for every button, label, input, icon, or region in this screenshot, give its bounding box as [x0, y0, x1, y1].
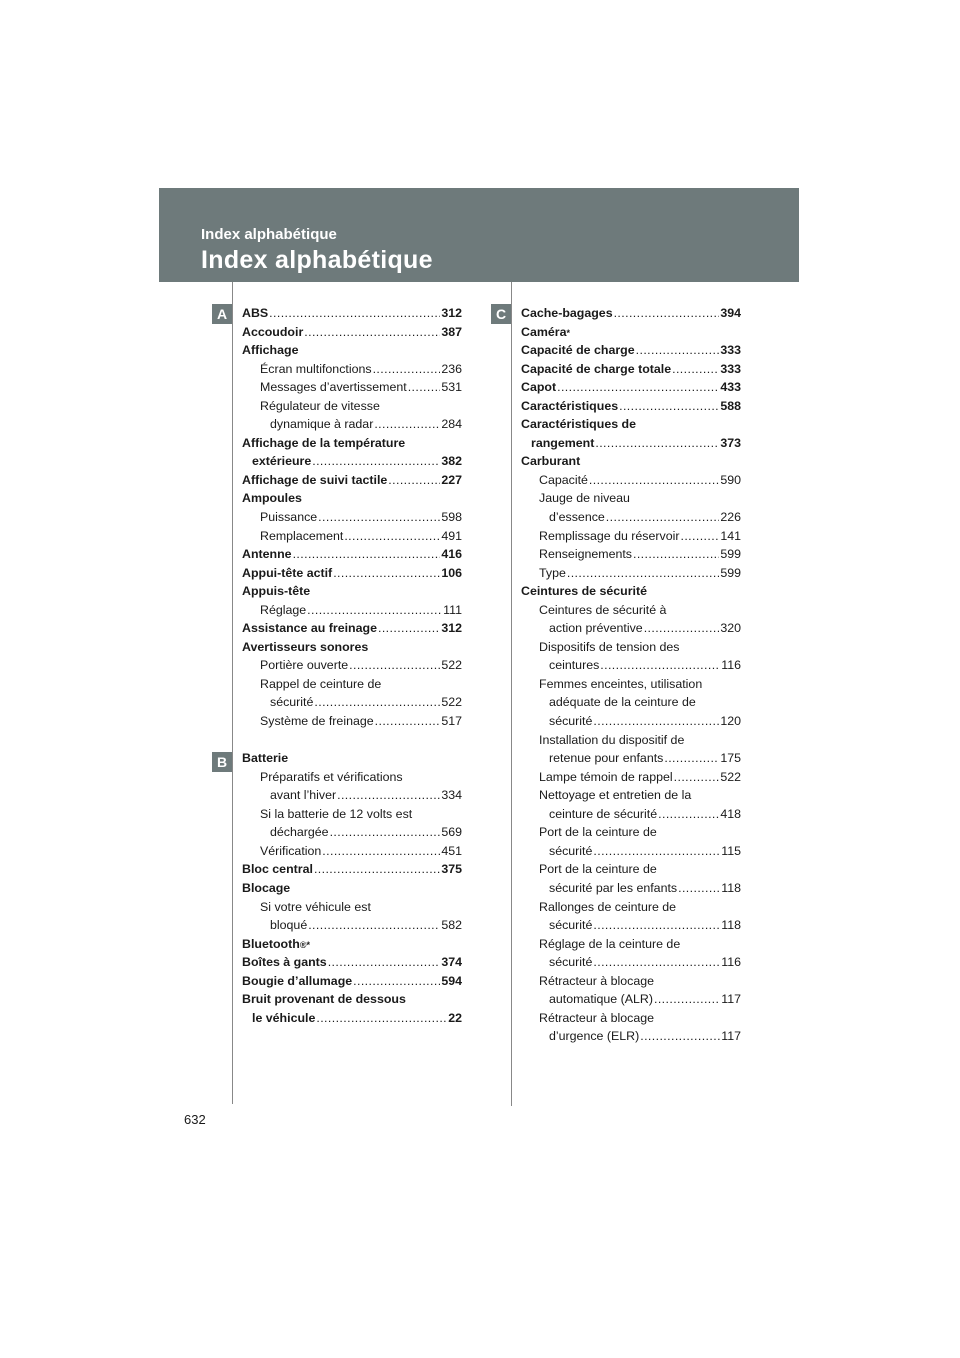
- index-entry-text: Remplacement: [260, 528, 344, 543]
- index-page-number[interactable]: 333: [720, 361, 741, 376]
- index-entry-text: extérieure: [252, 454, 312, 469]
- dot-leader: [353, 972, 440, 991]
- index-entry: [242, 749, 462, 768]
- index-page-number[interactable]: 582: [441, 918, 462, 933]
- index-page-number[interactable]: 418: [720, 806, 741, 821]
- index-entry-text: Assistance au freinage: [242, 621, 377, 636]
- dot-leader: [606, 508, 720, 527]
- index-entry: [242, 879, 462, 898]
- dot-leader: [644, 619, 720, 638]
- index-entry-text: Écran multifonctions: [260, 361, 372, 376]
- index-page-number[interactable]: 284: [441, 417, 462, 432]
- index-entry[interactable]: [242, 916, 462, 935]
- index-entry-text: Bluetooth: [242, 936, 300, 951]
- index-page-number[interactable]: 375: [441, 862, 462, 877]
- index-entry[interactable]: [521, 916, 741, 935]
- index-entry-text: sécurité: [549, 843, 593, 858]
- index-entry: [521, 452, 741, 471]
- dot-leader: [664, 749, 719, 768]
- dot-leader: [374, 415, 440, 434]
- index-entry-text: avant l’hiver: [270, 788, 337, 803]
- index-entry-text: adéquate de la ceinture de: [549, 695, 696, 710]
- dot-leader: [640, 1027, 720, 1046]
- index-entry: [242, 489, 462, 508]
- index-entry: [521, 860, 741, 879]
- index-entry[interactable]: [242, 656, 462, 675]
- index-entry[interactable]: [242, 601, 462, 620]
- index-entry-text: Accoudoir: [242, 324, 304, 339]
- index-entry-text: Vérification: [260, 843, 322, 858]
- index-page-number[interactable]: 333: [720, 343, 741, 358]
- index-entry-text: Système de freinage: [260, 714, 374, 729]
- index-entry-text: Appuis-tête: [242, 584, 311, 599]
- index-entry-text: Préparatifs et vérifications: [260, 769, 403, 784]
- index-entry-text: Si votre véhicule est: [260, 899, 371, 914]
- index-entry: [242, 898, 462, 917]
- index-entry-text: déchargée: [270, 825, 329, 840]
- index-entry[interactable]: [521, 564, 741, 583]
- index-entry-text: Port de la ceinture de: [539, 825, 657, 840]
- index-entry[interactable]: [521, 508, 741, 527]
- index-entry: [521, 582, 741, 601]
- dot-leader: [293, 545, 441, 564]
- index-entry: [242, 675, 462, 694]
- dot-leader: [593, 916, 720, 935]
- index-page-number[interactable]: 569: [441, 825, 462, 840]
- index-entry[interactable]: [521, 990, 741, 1009]
- index-entry[interactable]: [242, 508, 462, 527]
- index-entry[interactable]: [521, 953, 741, 972]
- index-page-number[interactable]: 106: [441, 565, 462, 580]
- index-entry: [521, 693, 741, 712]
- index-entry[interactable]: [521, 527, 741, 546]
- index-entry[interactable]: [242, 415, 462, 434]
- dot-leader: [318, 508, 440, 527]
- dot-leader: [304, 323, 440, 342]
- index-entry-text: Installation du dispositif de: [539, 732, 685, 747]
- index-entry-text: d’urgence (ELR): [549, 1029, 640, 1044]
- index-entry-text: ABS: [242, 306, 269, 320]
- dot-leader: [330, 823, 441, 842]
- index-page-number[interactable]: 374: [441, 955, 462, 970]
- index-entry: [242, 582, 462, 601]
- index-entry-text: Dispositifs de tension des: [539, 639, 680, 654]
- header-kicker: Index alphabétique: [201, 226, 337, 243]
- index-entry: [521, 898, 741, 917]
- index-entry-text: Bloc central: [242, 862, 313, 877]
- dot-leader: [307, 601, 442, 620]
- dot-leader: [308, 916, 440, 935]
- index-entry-text: Remplissage du réservoir: [539, 528, 680, 543]
- index-page-number[interactable]: 118: [721, 880, 741, 895]
- index-entry[interactable]: [242, 693, 462, 712]
- dot-leader: [636, 341, 720, 360]
- index-page-number[interactable]: 588: [720, 398, 741, 413]
- index-page-number[interactable]: 117: [721, 1029, 741, 1044]
- index-column-right: [521, 304, 741, 1046]
- index-entry-text: Antenne: [242, 547, 292, 562]
- index-entry-text: sécurité: [549, 918, 593, 933]
- index-entry-text: le véhicule: [252, 1010, 316, 1025]
- index-entry[interactable]: [242, 972, 462, 991]
- index-page-number[interactable]: 116: [721, 955, 741, 970]
- dot-leader: [269, 304, 440, 323]
- index-entry-text: Appui-tête actif: [242, 565, 333, 580]
- index-entry[interactable]: [242, 378, 462, 397]
- index-entry-text: Si la batterie de 12 volts est: [260, 806, 413, 821]
- index-page-number[interactable]: 599: [720, 547, 741, 562]
- dot-leader: [316, 1009, 447, 1028]
- dot-leader: [344, 527, 440, 546]
- index-entry[interactable]: [521, 619, 741, 638]
- index-entry: [521, 675, 741, 694]
- index-page-number[interactable]: 118: [721, 918, 741, 933]
- index-entry-text: Caractéristiques de: [521, 417, 637, 432]
- index-entry[interactable]: [242, 304, 462, 323]
- index-entry[interactable]: [521, 768, 741, 787]
- index-page-number[interactable]: 590: [720, 472, 741, 487]
- index-entry[interactable]: [521, 749, 741, 768]
- dot-leader: [589, 471, 719, 490]
- index-entry-text: Capacité de charge: [521, 343, 635, 358]
- index-entry-text: Blocage: [242, 880, 291, 895]
- index-entry[interactable]: [242, 619, 462, 638]
- index-page-number[interactable]: 491: [441, 528, 462, 543]
- index-entry-text: Capacité de charge totale: [521, 361, 672, 376]
- index-entry: [242, 638, 462, 657]
- index-page-number[interactable]: 522: [720, 769, 741, 784]
- left-column-rule: [232, 282, 233, 1104]
- index-entry-text: Ampoules: [242, 491, 302, 506]
- dot-leader: [593, 953, 720, 972]
- index-entry-text: action préventive: [549, 621, 643, 636]
- index-entry-text: Réglage de la ceinture de: [539, 936, 681, 951]
- index-entry: [521, 489, 741, 508]
- section-tab-a[interactable]: A: [212, 304, 232, 324]
- index-entry-text: Type: [539, 565, 566, 580]
- dot-leader: [593, 842, 720, 861]
- index-entry-text: Bougie d’allumage: [242, 973, 353, 988]
- section-gap: [242, 731, 462, 750]
- index-page-number[interactable]: 226: [720, 510, 741, 525]
- index-entry: [521, 638, 741, 657]
- index-page-number[interactable]: 433: [720, 380, 741, 395]
- index-entry-text: Caractéristiques: [521, 398, 619, 413]
- index-page-number[interactable]: 531: [441, 380, 462, 395]
- index-entry-text: Ceintures de sécurité à: [539, 602, 667, 617]
- index-entry-text: sécurité par les enfants: [549, 880, 678, 895]
- index-entry: [242, 990, 462, 1009]
- index-entry-text: Caméra: [521, 324, 567, 339]
- index-entry-text: Cache-bagages: [521, 306, 613, 320]
- section-tab-b[interactable]: B: [212, 752, 232, 772]
- index-entry[interactable]: [521, 341, 741, 360]
- index-page-number[interactable]: 382: [441, 454, 462, 469]
- index-page-number[interactable]: 175: [720, 751, 741, 766]
- index-page-number[interactable]: 120: [720, 714, 741, 729]
- index-entry-text: Affichage de suivi tactile: [242, 472, 388, 487]
- index-entry: [521, 972, 741, 991]
- index-entry-text: Ceintures de sécurité: [521, 584, 648, 599]
- dot-leader: [349, 656, 440, 675]
- index-entry-text: Affichage de la température: [242, 435, 406, 450]
- index-entry-text: automatique (ALR): [549, 992, 653, 1007]
- index-entry[interactable]: [242, 860, 462, 879]
- index-entry-text: Rétracteur à blocage: [539, 1010, 655, 1025]
- index-entry-text: d’essence: [549, 510, 605, 525]
- index-entry[interactable]: [521, 879, 741, 898]
- index-page-number[interactable]: 522: [441, 658, 462, 673]
- index-page-number[interactable]: 320: [720, 621, 741, 636]
- index-entry: [242, 768, 462, 787]
- dot-leader: [680, 527, 719, 546]
- index-entry-text: Puissance: [260, 510, 318, 525]
- index-entry[interactable]: [242, 953, 462, 972]
- index-entry[interactable]: [521, 805, 741, 824]
- index-entry[interactable]: [521, 397, 741, 416]
- index-entry-text: Boîtes à gants: [242, 955, 327, 970]
- dot-leader: [595, 434, 719, 453]
- index-entry[interactable]: [242, 323, 462, 342]
- index-entry[interactable]: [521, 1027, 741, 1046]
- index-entry-text: rangement: [531, 435, 595, 450]
- index-entry: [521, 1009, 741, 1028]
- index-entry-text: Capacité: [539, 472, 588, 487]
- dot-leader: [600, 656, 720, 675]
- index-entry-text: bloqué: [270, 918, 308, 933]
- index-entry: [521, 731, 741, 750]
- index-entry[interactable]: [521, 378, 741, 397]
- dot-leader: [408, 378, 441, 397]
- index-entry-text: Avertisseurs sonores: [242, 639, 369, 654]
- index-page-number[interactable]: 416: [441, 547, 462, 562]
- index-entry-text: sécurité: [270, 695, 314, 710]
- index-entry[interactable]: [521, 360, 741, 379]
- index-page-number[interactable]: 334: [441, 788, 462, 803]
- section-tab-c[interactable]: C: [491, 304, 511, 324]
- index-entry-text: Femmes enceintes, utilisation: [539, 676, 703, 691]
- dot-leader: [658, 805, 719, 824]
- index-entry-text: Port de la ceinture de: [539, 862, 657, 877]
- index-page-number[interactable]: 22: [448, 1010, 462, 1025]
- index-page-number[interactable]: 227: [441, 472, 462, 487]
- index-entry[interactable]: [521, 712, 741, 731]
- index-entry-text: Capot: [521, 380, 557, 395]
- index-entry-text: Bruit provenant de dessous: [242, 992, 406, 1007]
- index-entry-text: ceintures: [549, 658, 600, 673]
- dot-leader: [337, 786, 440, 805]
- dot-leader: [567, 564, 719, 583]
- dot-leader: [373, 360, 441, 379]
- index-entry[interactable]: [242, 842, 462, 861]
- dot-leader: [557, 378, 719, 397]
- index-entry[interactable]: [521, 471, 741, 490]
- index-entry: [242, 341, 462, 360]
- section-header: [159, 188, 799, 282]
- index-column-left: [242, 304, 462, 1027]
- index-entry[interactable]: [521, 842, 741, 861]
- dot-leader: [312, 452, 440, 471]
- index-page-number[interactable]: 116: [721, 658, 741, 673]
- dot-leader: [619, 397, 719, 416]
- index-entry: [521, 823, 741, 842]
- index-entry-text: Jauge de niveau: [539, 491, 630, 506]
- index-entry-text: Rappel de ceinture de: [260, 676, 382, 691]
- index-page-number[interactable]: 594: [441, 973, 462, 988]
- index-entry-text: Nettoyage et entretien de la: [539, 788, 692, 803]
- index-entry: [242, 434, 462, 453]
- index-entry[interactable]: [242, 1009, 462, 1028]
- index-entry[interactable]: [242, 471, 462, 490]
- dot-leader: [333, 564, 440, 583]
- page-number: 632: [184, 1112, 206, 1127]
- index-entry[interactable]: [242, 527, 462, 546]
- index-entry-text: retenue pour enfants: [549, 751, 664, 766]
- index-page-number[interactable]: 517: [441, 714, 462, 729]
- index-entry[interactable]: [521, 656, 741, 675]
- index-entry: [521, 601, 741, 620]
- middle-column-rule: [511, 282, 512, 1106]
- index-entry: [521, 786, 741, 805]
- index-entry-text: sécurité: [549, 955, 593, 970]
- index-page-number[interactable]: 141: [720, 528, 741, 543]
- index-page-number[interactable]: 115: [721, 843, 741, 858]
- index-page-number[interactable]: 599: [720, 565, 741, 580]
- page-title: Index alphabétique: [201, 246, 433, 274]
- index-page-number[interactable]: 117: [721, 992, 741, 1007]
- index-entry[interactable]: [242, 564, 462, 583]
- index-entry[interactable]: [521, 545, 741, 564]
- dot-leader: [593, 712, 719, 731]
- index-entry-text: Portière ouverte: [260, 658, 349, 673]
- index-page-number[interactable]: 312: [441, 306, 462, 320]
- index-entry-text: dynamique à radar: [270, 417, 374, 432]
- index-entry-text: Réglage: [260, 602, 307, 617]
- index-page-number[interactable]: 236: [441, 361, 462, 376]
- index-entry-text: Renseignements: [539, 547, 632, 562]
- index-entry[interactable]: [242, 452, 462, 471]
- index-entry[interactable]: [242, 545, 462, 564]
- index-entry-text: Régulateur de vitesse: [260, 398, 380, 413]
- index-page-number[interactable]: 111: [443, 602, 462, 617]
- index-entry-text: ceinture de sécurité: [549, 806, 658, 821]
- index-page-number[interactable]: 312: [441, 621, 462, 636]
- index-entry-text: Lampe témoin de rappel: [539, 769, 673, 784]
- index-entry: [242, 397, 462, 416]
- dot-leader: [678, 879, 720, 898]
- index-entry-text: Rétracteur à blocage: [539, 973, 655, 988]
- index-entry-text: Carburant: [521, 454, 581, 469]
- index-page-number[interactable]: 598: [441, 510, 462, 525]
- index-page-number[interactable]: 394: [720, 306, 741, 320]
- index-page-number[interactable]: 373: [720, 435, 741, 450]
- index-entry[interactable]: [521, 434, 741, 453]
- index-entry-text: sécurité: [549, 714, 593, 729]
- index-entry: Caméra *: [521, 323, 741, 342]
- index-entry-text: Rallonges de ceinture de: [539, 899, 677, 914]
- index-page-number[interactable]: 387: [441, 324, 462, 339]
- dot-leader: [378, 619, 440, 638]
- index-entry: [242, 805, 462, 824]
- index-entry-text: Batterie: [242, 751, 289, 766]
- index-entry[interactable]: [242, 786, 462, 805]
- dot-leader: [614, 304, 720, 323]
- dot-leader: [328, 953, 441, 972]
- index-entry[interactable]: [242, 712, 462, 731]
- index-page-number[interactable]: 451: [441, 843, 462, 858]
- index-entry[interactable]: [521, 304, 741, 323]
- dot-leader: [654, 990, 720, 1009]
- dot-leader: [633, 545, 719, 564]
- index-entry[interactable]: [242, 360, 462, 379]
- index-entry[interactable]: [242, 823, 462, 842]
- dot-leader: [674, 768, 720, 787]
- dot-leader: [314, 693, 440, 712]
- index-entry: [521, 415, 741, 434]
- dot-leader: [375, 712, 441, 731]
- dot-leader: [314, 860, 440, 879]
- index-page-number[interactable]: 522: [441, 695, 462, 710]
- index-entry-text: Messages d’avertissement: [260, 380, 407, 395]
- dot-leader: [388, 471, 440, 490]
- index-entry-text: Affichage: [242, 343, 299, 358]
- index-entry: Bluetooth ®*: [242, 935, 462, 954]
- dot-leader: [322, 842, 440, 861]
- index-entry: [521, 935, 741, 954]
- dot-leader: [672, 360, 719, 379]
